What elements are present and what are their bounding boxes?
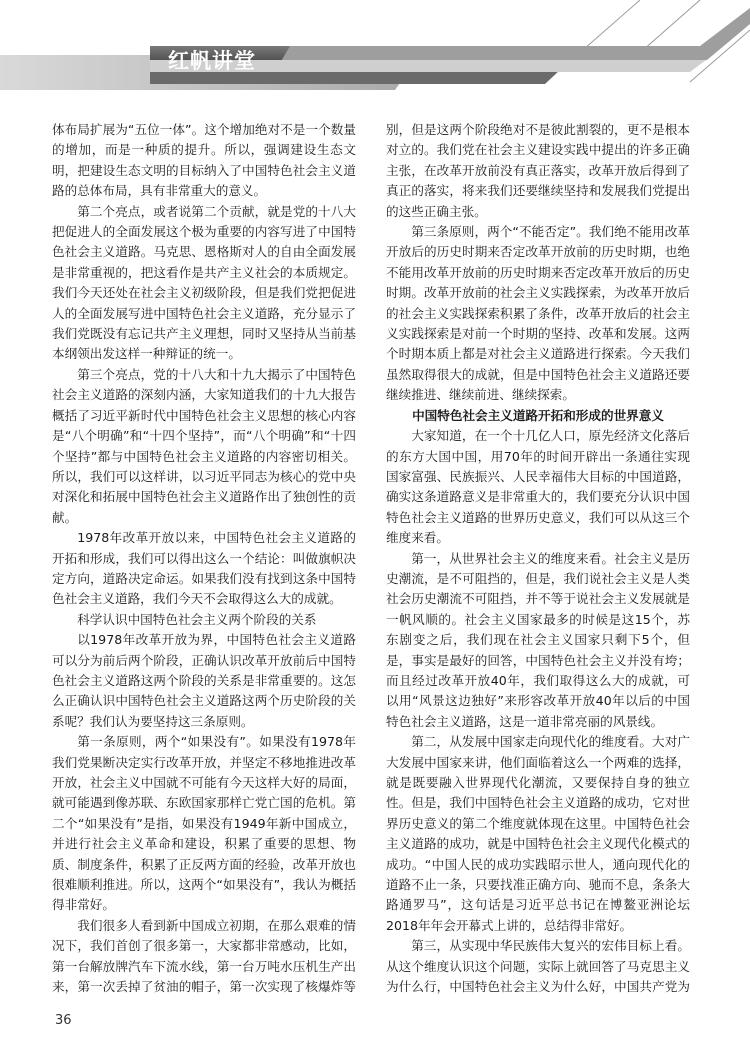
section-heading: 中国特色社会主义道路开拓和形成的世界意义	[412, 407, 664, 423]
page-number: 36	[55, 1013, 72, 1028]
subsection-heading: 科学认识中国特色社会主义两个阶段的关系	[77, 611, 317, 627]
left-text-column	[52, 120, 356, 1000]
paragraph: 第三，从实现中华民族伟大复兴的宏伟目标上看。从这个维度认识这个问题，实际上就回答了马克思主义为什么行，中国特色社会主义为什么好，中国共产党为	[386, 938, 690, 995]
banner-graphic	[0, 0, 750, 100]
section-title: 红帆讲堂	[168, 49, 256, 73]
paragraph: 我们很多人看到新中国成立初期，在那么艰难的情况下，我们首创了很多第一，大家都非常感动，比如，第一台解放牌汽车下流水线，第一台万吨水压机生产出来，第一次丢掉了贫油的帽子，第一次实现了核爆炸等	[52, 917, 356, 995]
continued-paragraph: 别，但是这两个阶段绝对不是彼此割裂的，更不是根本对立的。我们党在社会主义建设实践中提出的许多正确主张，在改革开放前没有真正落实，改革开放后得到了真正的落实，将来我们还要继续坚持和发展我们党提出的这些正确主张。	[386, 122, 690, 219]
right-text-column	[386, 120, 690, 1000]
paragraph: 第一，从世界社会主义的维度来看。社会主义是历史潮流，是不可阻挡的，但是，我们说社会主义是人类社会历史潮流不可阻挡，并不等于说社会主义发展就是一帆风顺的。社会主义国家最多的时候是这15个，苏东剧变之后，我们现在社会主义国家只剩下5个，但是，事实是最好的回答，中国特色社会主义并没有垮；而且经过改革开放40年，我们取得这么大的成就，可以用“风景这边独好”来形容改革开放40年以后的中国特色社会主义道路，这是一道非常亮丽的风景线。	[386, 550, 690, 729]
paragraph: 第三条原则，两个“不能否定”。我们绝不能用改革开放后的历史时期来否定改革开放前的历史时期，也绝不能用改革开放前的历史时期来否定改革开放后的历史时期。改革开放前的社会主义实践探索，为改革开放后的社会主义实践探索积累了条件，改革开放后的社会主义实践探索是对前一个时期的坚持、改革和发展。这两个时期本质上都是对社会主义道路进行探索。今天我们虽然取得很大的成就，但是中国特色社会主义道路还要继续推进、继续前进、继续探索。	[386, 224, 690, 403]
paragraph: 第二，从发展中国家走向现代化的维度看。大对广大发展中国家来讲，他们面临着这么一个两难的选择，就是既要融入世界现代化潮流，又要保持自身的独立性。但是，我们中国特色社会主义道路的成功，它对世界历史意义的第二个维度就体现在这里。中国特色社会主义道路的成功，就是中国特色社会主义现代化模式的成功。“中国人民的成功实践昭示世人，通向现代化的道路不止一条，只要找准正确方向、驰而不息，条条大路通罗马”，这句话是习近平总书记在博鳌亚洲论坛2018年年会开幕式上讲的，总结得非常好。	[386, 734, 690, 933]
paragraph: 第一条原则，两个“如果没有”。如果没有1978年我们党果断决定实行改革开放，并坚定不移地推进改革开放，社会主义中国就不可能有今天这样大好的局面，就可能遇到像苏联、东欧国家那样亡党亡国的危机。第二个“如果没有”是指，如果没有1949年新中国成立，并进行社会主义革命和建设，积累了重要的思想、物质、制度条件，积累了正反两方面的经验，改革开放也很难顺利推进。所以，这两个“如果没有”，我认为概括得非常好。	[52, 734, 356, 913]
paragraph: 第三个亮点，党的十八大和十九大揭示了中国特色社会主义道路的深刻内涵，大家知道我们的十九大报告概括了习近平新时代中国特色社会主义思想的核心内容是“八个明确”和“十四个坚持”，而“八个明确”和“十四个坚持”都与中国特色社会主义道路的内容密切相关。所以，我们可以这样讲，以习近平同志为核心的党中央对深化和拓展中国特色社会主义道路作出了独创性的贡献。	[52, 366, 356, 525]
paragraph: 大家知道，在一个十几亿人口，原先经济文化落后的东方大国中国，用70年的时间开辟出一条通往实现国家富强、民族振兴、人民幸福伟大目标的中国道路，确实这条道路意义是非常重大的，我们要充分认识中国特色社会主义道路的世界历史意义，我们可以从这三个维度来看。	[386, 428, 690, 546]
section-banner	[0, 0, 750, 100]
paragraph: 第二个亮点，或者说第二个贡献，就是党的十八大把促进人的全面发展这个极为重要的内容写进了中国特色社会主义道路。马克思、恩格斯对人的自由全面发展是非常重视的，把这看作是共产主义社会的本质规定。我们今天还处在社会主义初级阶段，但是我们党把促进人的全面发展写进中国特色社会主义道路，充分显示了我们党既没有忘记共产主义理想，同时又坚持从当前基本纲领出发这样一种辩证的统一。	[52, 203, 356, 362]
continued-paragraph: 体布局扩展为“五位一体”。这个增加绝对不是一个数量的增加，而是一种质的提升。所以，强调建设生态文明，把建设生态文明的目标纳入了中国特色社会主义道路的总体布局，具有非常重大的意义。	[52, 122, 356, 199]
paragraph: 1978年改革开放以来，中国特色社会主义道路的开拓和形成，我们可以得出这么一个结论：叫做旗帜决定方向，道路决定命运。如果我们没有找到这条中国特色社会主义道路，我们今天不会取得这么大的成就。	[52, 530, 356, 607]
paragraph: 以1978年改革开放为界，中国特色社会主义道路可以分为前后两个阶段，正确认识改革开放前后中国特色社会主义道路这两个阶段的关系是非常重要的。这怎么正确认识中国特色社会主义道路这两个历史阶段的关系呢？我们认为要坚持这三条原则。	[52, 632, 356, 729]
